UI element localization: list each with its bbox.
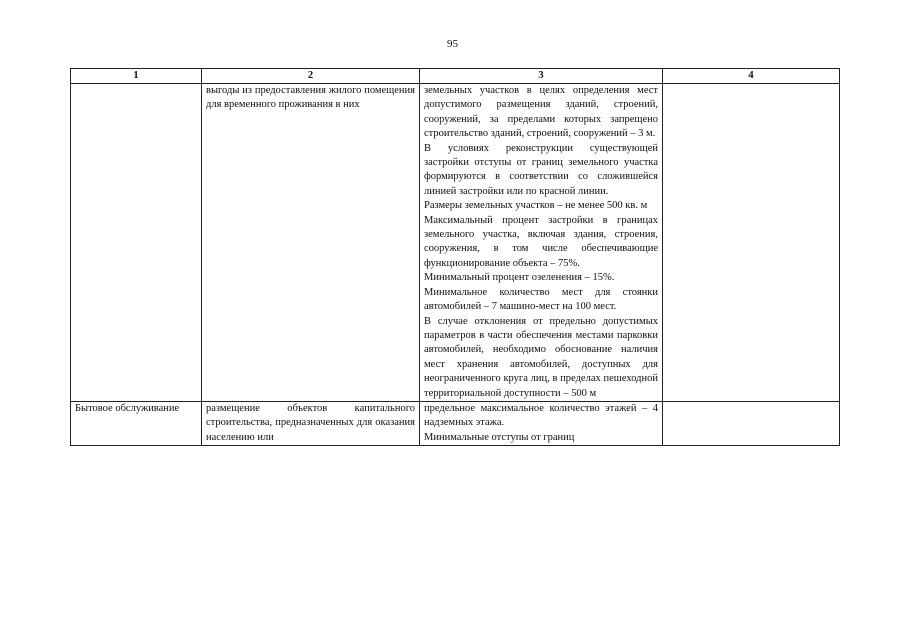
row1-param-1: земельных участков в целях определения мест допустимого размещения зданий, строений, сооружений, за пределами которых запрещено строительство зданий, строений, сооружений – 3 м. xyxy=(424,85,658,140)
row1-param-3: Размеры земельных участков – не менее 500 кв. м xyxy=(424,200,648,212)
row1-cell-parameters xyxy=(420,84,663,402)
row1-param-5: Минимальный процент озеленения – 15%. xyxy=(424,272,615,284)
row1-param-4: Максимальный процент застройки в границах земельного участка, включая здания, строения, сооружения, в том числе обеспечивающие функционирование объекта – 75%. xyxy=(424,214,658,269)
row1-cell-type xyxy=(71,84,202,402)
row1-param-7: В случае отклонения от предельно допустимых параметров в части обеспечения местами парковки автомобилей, необходимо обоснование наличия мест хранения автомобилей, доступных для неограниченного круга лиц, в пределах пешеходной территориальной доступности – 500 м xyxy=(424,315,658,399)
row1-cell-notes xyxy=(663,84,840,402)
row2-param-1: предельное максимальное количество этажей – 4 надземных этажа. xyxy=(424,402,658,429)
row2-cell-notes xyxy=(663,401,840,445)
column-header-3: 3 xyxy=(420,69,663,84)
row2-cell-type xyxy=(71,401,202,445)
row2-cell-description xyxy=(202,401,420,445)
table-header-row xyxy=(71,69,840,84)
column-header-4: 4 xyxy=(663,69,840,84)
column-header-1: 1 xyxy=(71,69,202,84)
row1-cell-description xyxy=(202,84,420,402)
row1-description-text: выгоды из предоставления жилого помещения для временного проживания в них xyxy=(206,85,415,111)
table-row xyxy=(71,84,840,402)
row1-param-2: В условиях реконструкции существующей застройки отступы от границ земельного участка формируются в соответствии со сложившейся линией застройки или по красной линии. xyxy=(424,142,658,197)
page-number: 95 xyxy=(447,38,458,50)
row2-description-text: размещение объектов капитального строительства, предназначенных для оказания населению или xyxy=(206,402,415,443)
row1-param-6: Минимальное количество мест для стоянки автомобилей – 7 машино-мест на 100 мест. xyxy=(424,286,658,313)
table-row xyxy=(71,401,840,445)
regulations-table xyxy=(70,68,840,446)
row2-type-text: Бытовое обслуживание xyxy=(75,402,180,414)
row2-param-2: Минимальные отступы от границ xyxy=(424,431,575,443)
column-header-2: 2 xyxy=(202,69,420,84)
row2-cell-parameters xyxy=(420,401,663,445)
